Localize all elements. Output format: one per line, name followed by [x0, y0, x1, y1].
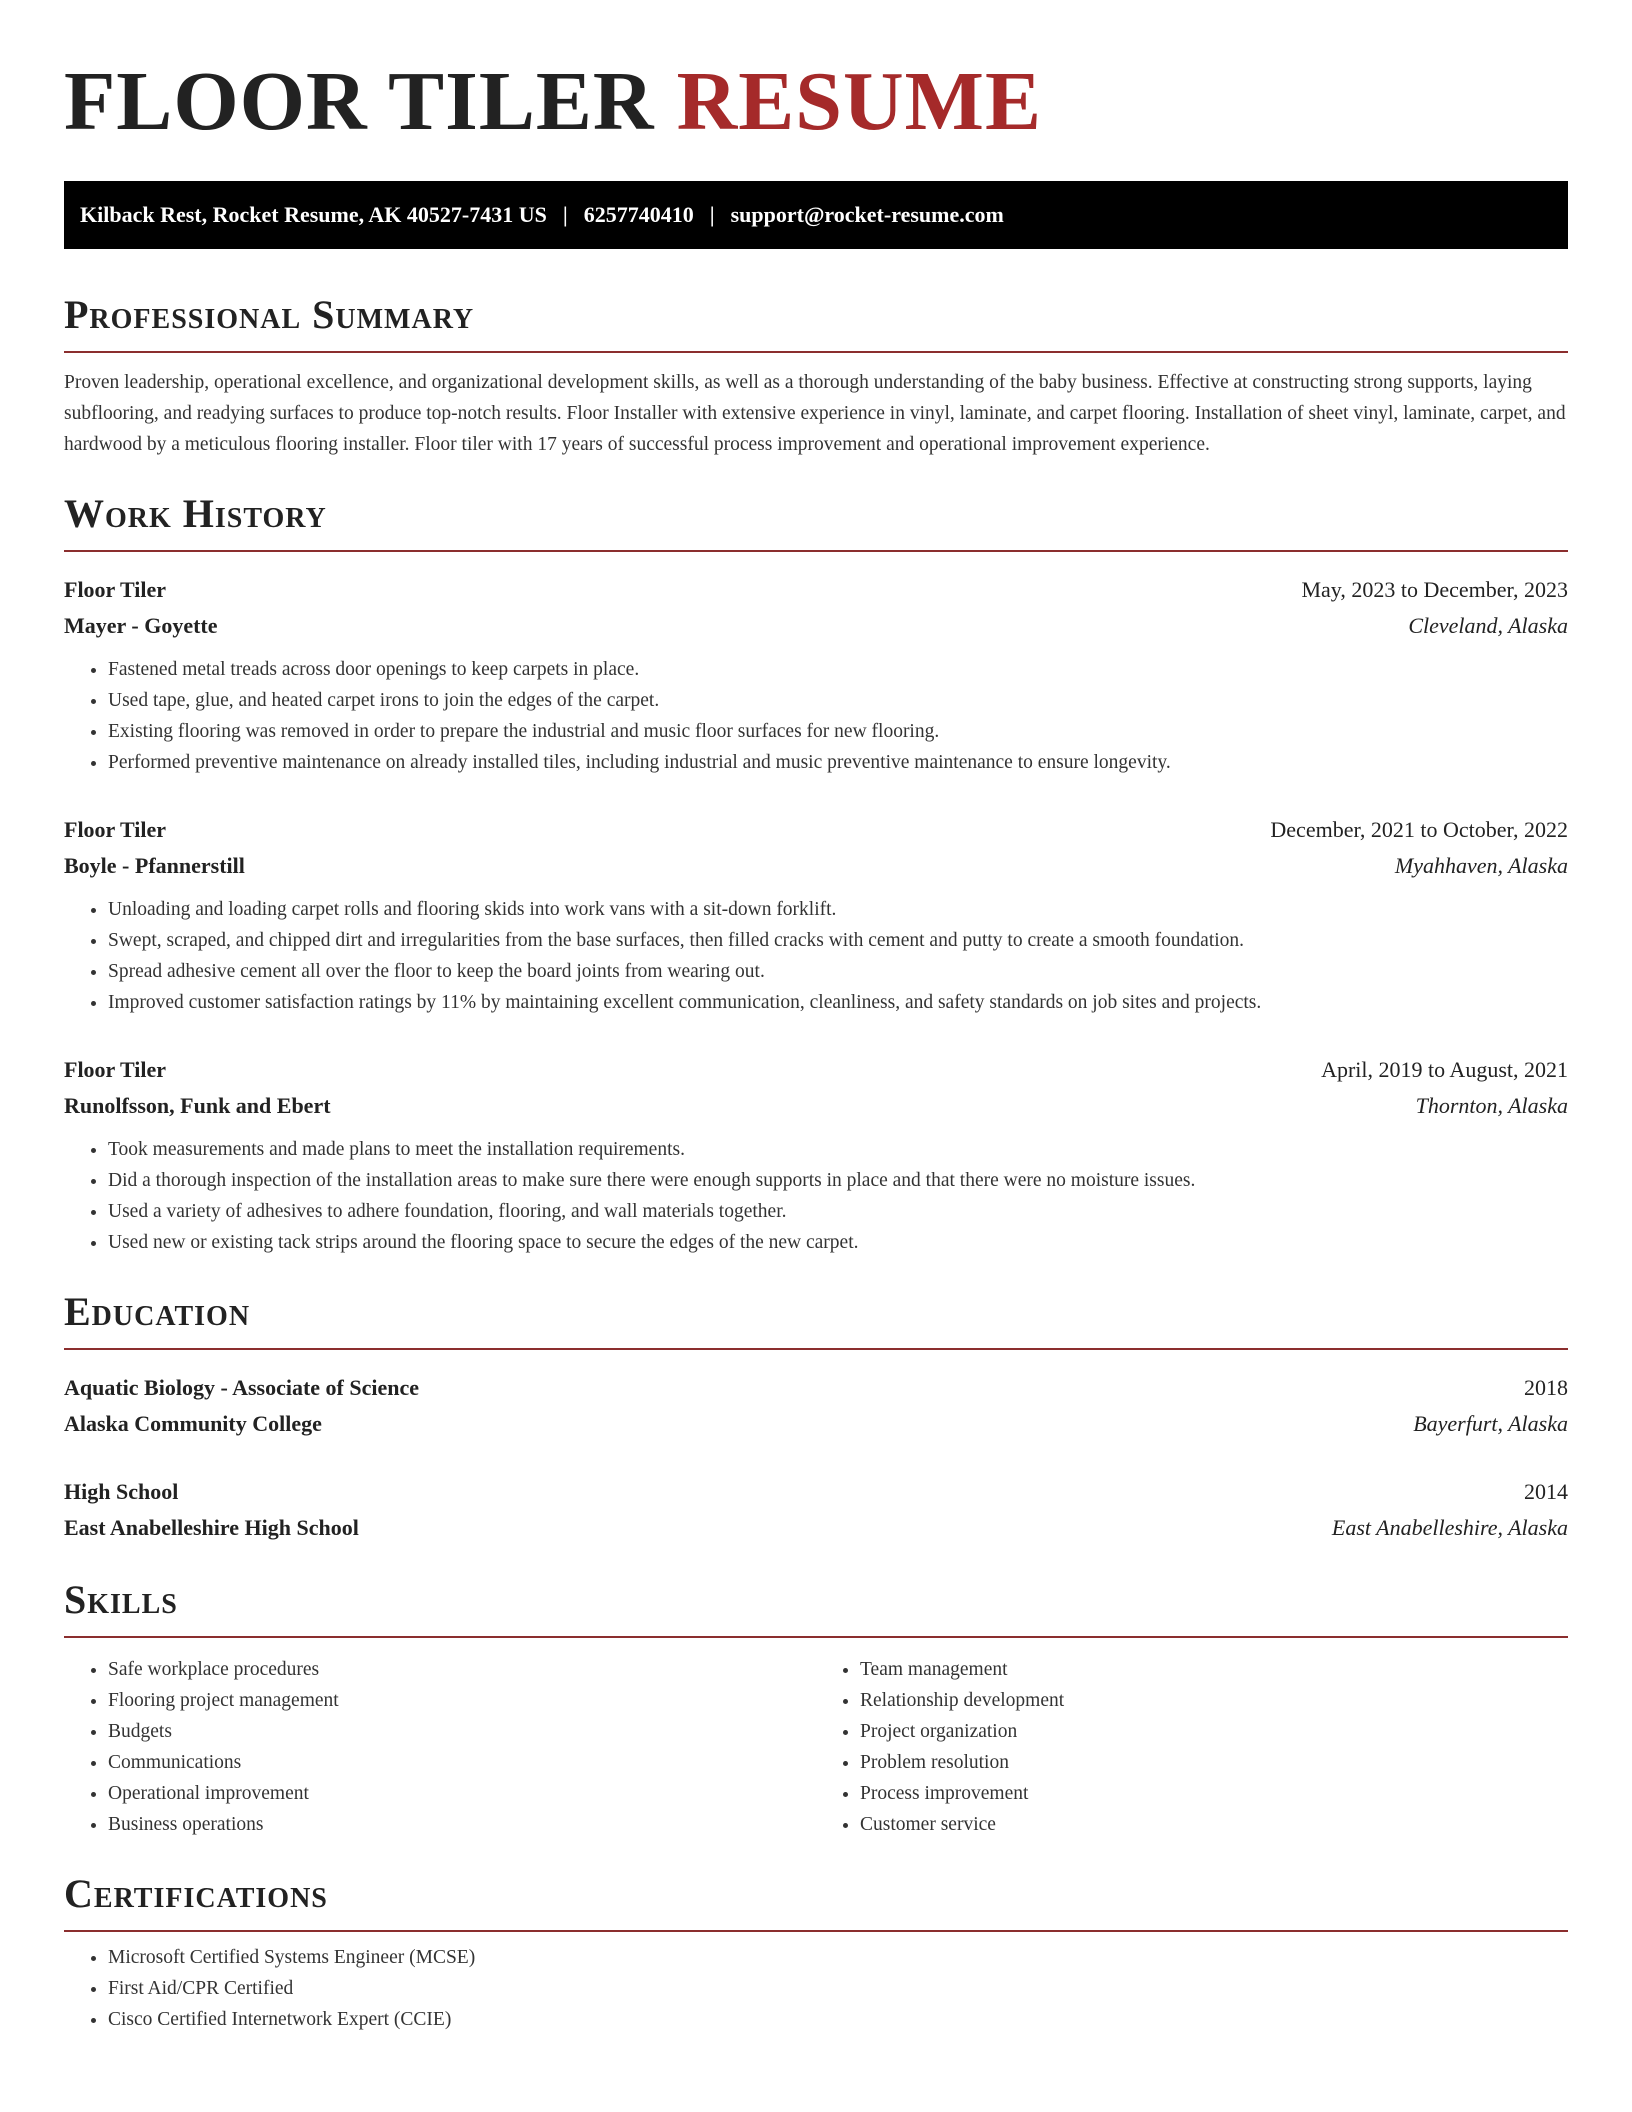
job-bullet: • Fastened metal treads across door openings to keep carpets in place.: [108, 654, 1568, 685]
skill-item: • Process improvement: [860, 1778, 1568, 1809]
section-title-certifications: Certifications: [64, 1870, 1568, 1932]
job-bullet: • Used tape, glue, and heated carpet irons to join the edges of the carpet.: [108, 685, 1568, 716]
job-entry: [64, 572, 1568, 778]
job-title: Floor Tiler: [64, 816, 167, 842]
job-title: Floor Tiler: [64, 1056, 167, 1082]
job-bullet: • Spread adhesive cement all over the floor to keep the board joints from wearing out.: [108, 956, 1568, 987]
contact-separator: |: [562, 201, 568, 227]
education-entry: [64, 1474, 1568, 1546]
skill-item: • Relationship development: [860, 1685, 1568, 1716]
job-title: Floor Tiler: [64, 576, 167, 602]
education-year: 2018: [1524, 1374, 1568, 1400]
job-header-row: [64, 812, 1568, 848]
contact-separator: |: [709, 201, 715, 227]
skill-item: • Communications: [108, 1747, 816, 1778]
education-school-row: [64, 1406, 1568, 1442]
skill-item: • Project organization: [860, 1716, 1568, 1747]
contact-phone: 6257740410: [583, 201, 694, 227]
job-company-row: [64, 848, 1568, 884]
job-bullet: • Took measurements and made plans to meet the installation requirements.: [108, 1134, 1568, 1165]
education-school: East Anabelleshire High School: [64, 1514, 359, 1540]
job-header-row: [64, 572, 1568, 608]
skill-item: • Customer service: [860, 1809, 1568, 1840]
section-title-skills: Skills: [64, 1576, 1568, 1638]
work-history-list: [64, 572, 1568, 1258]
job-bullet: • Unloading and loading carpet rolls and flooring skids into work vans with a sit-down forklift.: [108, 894, 1568, 925]
skill-item: • Team management: [860, 1654, 1568, 1685]
job-entry: [64, 812, 1568, 1018]
contact-bar: [64, 181, 1568, 249]
job-company-row: [64, 608, 1568, 644]
education-location: Bayerfurt, Alaska: [1413, 1410, 1568, 1436]
job-bullet: • Performed preventive maintenance on already installed tiles, including industrial and music preventive maintenance to ensure longevity.: [108, 747, 1568, 778]
education-location: East Anabelleshire, Alaska: [1331, 1514, 1568, 1540]
job-bullet: • Swept, scraped, and chipped dirt and irregularities from the base surfaces, then filled cracks with cement and putty to create a smooth foundation.: [108, 925, 1568, 956]
section-title-summary: Professional Summary: [64, 291, 1568, 353]
job-bullet: • Did a thorough inspection of the installation areas to make sure there were enough supports in place and that there were no moisture issues.: [108, 1165, 1568, 1196]
certification-item: • Cisco Certified Internetwork Expert (CCIE): [108, 2004, 1568, 2035]
education-degree: High School: [64, 1478, 179, 1504]
section-title-education: Education: [64, 1288, 1568, 1350]
skill-item: • Budgets: [108, 1716, 816, 1747]
certifications-list: [64, 1942, 1568, 2035]
job-company-row: [64, 1088, 1568, 1124]
education-school: Alaska Community College: [64, 1410, 322, 1436]
education-school-row: [64, 1510, 1568, 1546]
skill-item: • Problem resolution: [860, 1747, 1568, 1778]
section-title-work-history: Work History: [64, 490, 1568, 552]
skill-item: • Safe workplace procedures: [108, 1654, 816, 1685]
contact-email: support@rocket-resume.com: [730, 201, 1004, 227]
job-dates: May, 2023 to December, 2023: [1301, 576, 1568, 602]
job-bullets: [64, 894, 1568, 1018]
job-dates: December, 2021 to October, 2022: [1270, 816, 1568, 842]
education-list: [64, 1370, 1568, 1546]
skills-column-right: [816, 1654, 1568, 1840]
job-bullet: • Improved customer satisfaction ratings by 11% by maintaining excellent communication, cleanliness, and safety standards on job sites and projects.: [108, 987, 1568, 1018]
skill-item: • Business operations: [108, 1809, 816, 1840]
job-company: Runolfsson, Funk and Ebert: [64, 1092, 331, 1118]
skills-column-left: [64, 1654, 816, 1840]
job-dates: April, 2019 to August, 2021: [1321, 1056, 1568, 1082]
title-main: FLOOR TILER: [64, 55, 677, 148]
job-location: Thornton, Alaska: [1415, 1092, 1568, 1118]
skill-item: • Flooring project management: [108, 1685, 816, 1716]
education-header-row: [64, 1474, 1568, 1510]
job-location: Myahhaven, Alaska: [1394, 852, 1568, 878]
education-degree: Aquatic Biology - Associate of Science: [64, 1374, 420, 1400]
job-company: Mayer - Goyette: [64, 612, 218, 638]
job-location: Cleveland, Alaska: [1408, 612, 1568, 638]
job-entry: [64, 1052, 1568, 1258]
education-year: 2014: [1524, 1478, 1568, 1504]
title-accent: RESUME: [676, 55, 1042, 148]
education-entry: [64, 1370, 1568, 1442]
certification-item: • First Aid/CPR Certified: [108, 1973, 1568, 2004]
job-bullet: • Used a variety of adhesives to adhere foundation, flooring, and wall materials together.: [108, 1196, 1568, 1227]
job-bullet: • Existing flooring was removed in order to prepare the industrial and music floor surfaces for new flooring.: [108, 716, 1568, 747]
summary-text: Proven leadership, operational excellence, and organizational development skills, as well as a thorough understanding of the baby business. Effective at constructing strong supports, laying subflooring, and readying surfaces to produce top-notch results. Floor Installer with extensive experience in vinyl, laminate, and carpet flooring. Installation of sheet vinyl, laminate, carpet, and hardwood by a meticulous flooring installer. Floor tiler with 17 years of successful process improvement and operational improvement experience.: [64, 371, 1566, 455]
certification-item: • Microsoft Certified Systems Engineer (MCSE): [108, 1942, 1568, 1973]
job-header-row: [64, 1052, 1568, 1088]
resume-title: [64, 52, 1568, 153]
job-bullets: [64, 1134, 1568, 1258]
job-company: Boyle - Pfannerstill: [64, 852, 245, 878]
job-bullet: • Used new or existing tack strips around the flooring space to secure the edges of the new carpet.: [108, 1227, 1568, 1258]
contact-address: Kilback Rest, Rocket Resume, AK 40527-7431 US: [80, 201, 547, 227]
skills-grid: [64, 1654, 1568, 1840]
skill-item: • Operational improvement: [108, 1778, 816, 1809]
job-bullets: [64, 654, 1568, 778]
education-header-row: [64, 1370, 1568, 1406]
